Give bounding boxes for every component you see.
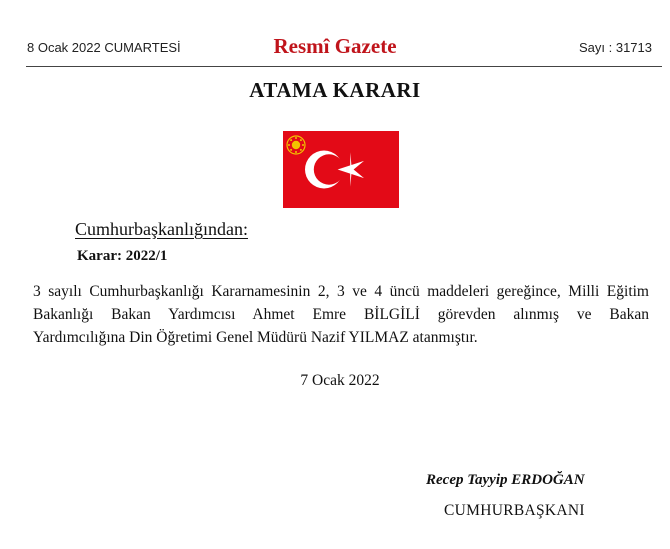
decision-number: Karar: 2022/1 <box>77 248 168 264</box>
header-divider <box>26 66 662 67</box>
signer-title: CUMHURBAŞKANI <box>444 502 585 519</box>
body-line: Yardımcılığına Din Öğretimi Genel Müdürü Nazif YILMAZ atanmıştır. <box>33 329 478 346</box>
decision-body <box>33 280 649 349</box>
decision-title: ATAMA KARARI <box>249 78 421 102</box>
presidential-seal-icon <box>287 136 305 154</box>
signer-name: Recep Tayyip ERDOĞAN <box>426 472 585 488</box>
issuing-authority: Cumhurbaşkanlığından: <box>75 219 248 239</box>
body-line: Bakanlığı Bakan Yardımcısı Ahmet Emre BİLGİLİ görevden alınmış ve Bakan <box>33 306 649 323</box>
publication-date: 8 Ocak 2022 CUMARTESİ <box>27 40 181 55</box>
turkish-flag-emblem <box>283 131 399 208</box>
body-line: 3 sayılı Cumhurbaşkanlığı Kararnamesinin 2, 3 ve 4 üncü maddeleri gereğince, Milli Eğitim <box>33 283 649 300</box>
issue-number: Sayı : 31713 <box>579 40 652 55</box>
publication-title: Resmî Gazete <box>273 34 397 58</box>
decision-date: 7 Ocak 2022 <box>300 372 380 389</box>
gazette-header <box>0 0 670 68</box>
